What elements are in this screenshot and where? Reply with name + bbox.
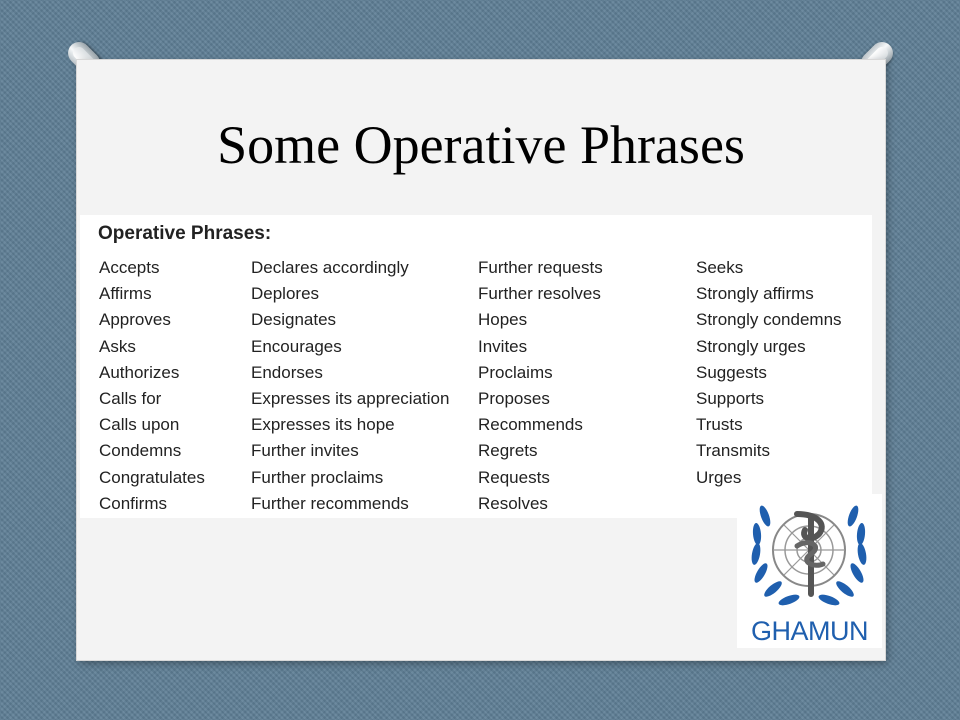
phrase-item: Strongly condemns: [696, 310, 842, 330]
phrase-item: Calls for: [99, 388, 162, 408]
phrase-item: Transmits: [696, 441, 770, 461]
phrase-item: Further invites: [251, 441, 359, 461]
phrase-item: Affirms: [99, 284, 152, 304]
phrase-item: Recommends: [478, 415, 583, 435]
phrase-item: Proclaims: [478, 362, 553, 382]
phrase-item: Further requests: [478, 258, 603, 277]
phrase-column-1: [99, 255, 205, 517]
phrase-column-4: [696, 255, 842, 491]
phrase-item: Further recommends: [251, 493, 409, 513]
phrase-item: Approves: [99, 310, 171, 330]
phrase-item: Encourages: [251, 336, 342, 356]
phrase-item: Calls upon: [99, 415, 180, 435]
phrase-item: Authorizes: [99, 362, 180, 382]
phrase-item: Deplores: [251, 284, 320, 304]
phrase-column-3: [478, 255, 603, 517]
phrase-item: Expresses its hope: [251, 415, 395, 435]
phrase-item: Regrets: [478, 441, 538, 461]
phrase-item: Further resolves: [478, 284, 601, 304]
phrase-item: Proposes: [478, 388, 550, 408]
slide-title: Some Operative Phrases: [217, 115, 745, 175]
phrase-column-2: [251, 255, 449, 517]
phrase-item: Supports: [696, 388, 765, 408]
phrase-item: Seeks: [696, 258, 744, 277]
un-emblem-icon: [737, 494, 882, 616]
phrase-item: Endorses: [251, 362, 323, 382]
phrase-item: Declares accordingly: [251, 258, 409, 277]
phrase-item: Strongly urges: [696, 336, 806, 356]
phrase-item: Invites: [478, 336, 528, 356]
phrase-item: Requests: [478, 467, 550, 487]
phrase-item: Strongly affirms: [696, 284, 814, 304]
phrase-item: Suggests: [696, 362, 767, 382]
phrases-table: [80, 215, 872, 518]
phrase-item: Trusts: [696, 415, 743, 435]
phrase-item: Resolves: [478, 493, 548, 513]
phrase-item: Hopes: [478, 310, 528, 330]
ghamun-logo: [737, 494, 882, 648]
phrase-item: Accepts: [99, 258, 160, 277]
phrase-item: Urges: [696, 467, 742, 487]
phrase-item: Further proclaims: [251, 467, 384, 487]
phrase-item: Designates: [251, 310, 337, 330]
logo-text: GHAMUN: [751, 616, 868, 646]
phrase-item: Expresses its appreciation: [251, 388, 450, 408]
phrase-item: Condemns: [99, 441, 182, 461]
phrase-item: Confirms: [99, 493, 168, 513]
phrase-item: Asks: [99, 336, 136, 356]
table-heading: Operative Phrases:: [98, 223, 272, 244]
phrase-item: Congratulates: [99, 467, 205, 487]
